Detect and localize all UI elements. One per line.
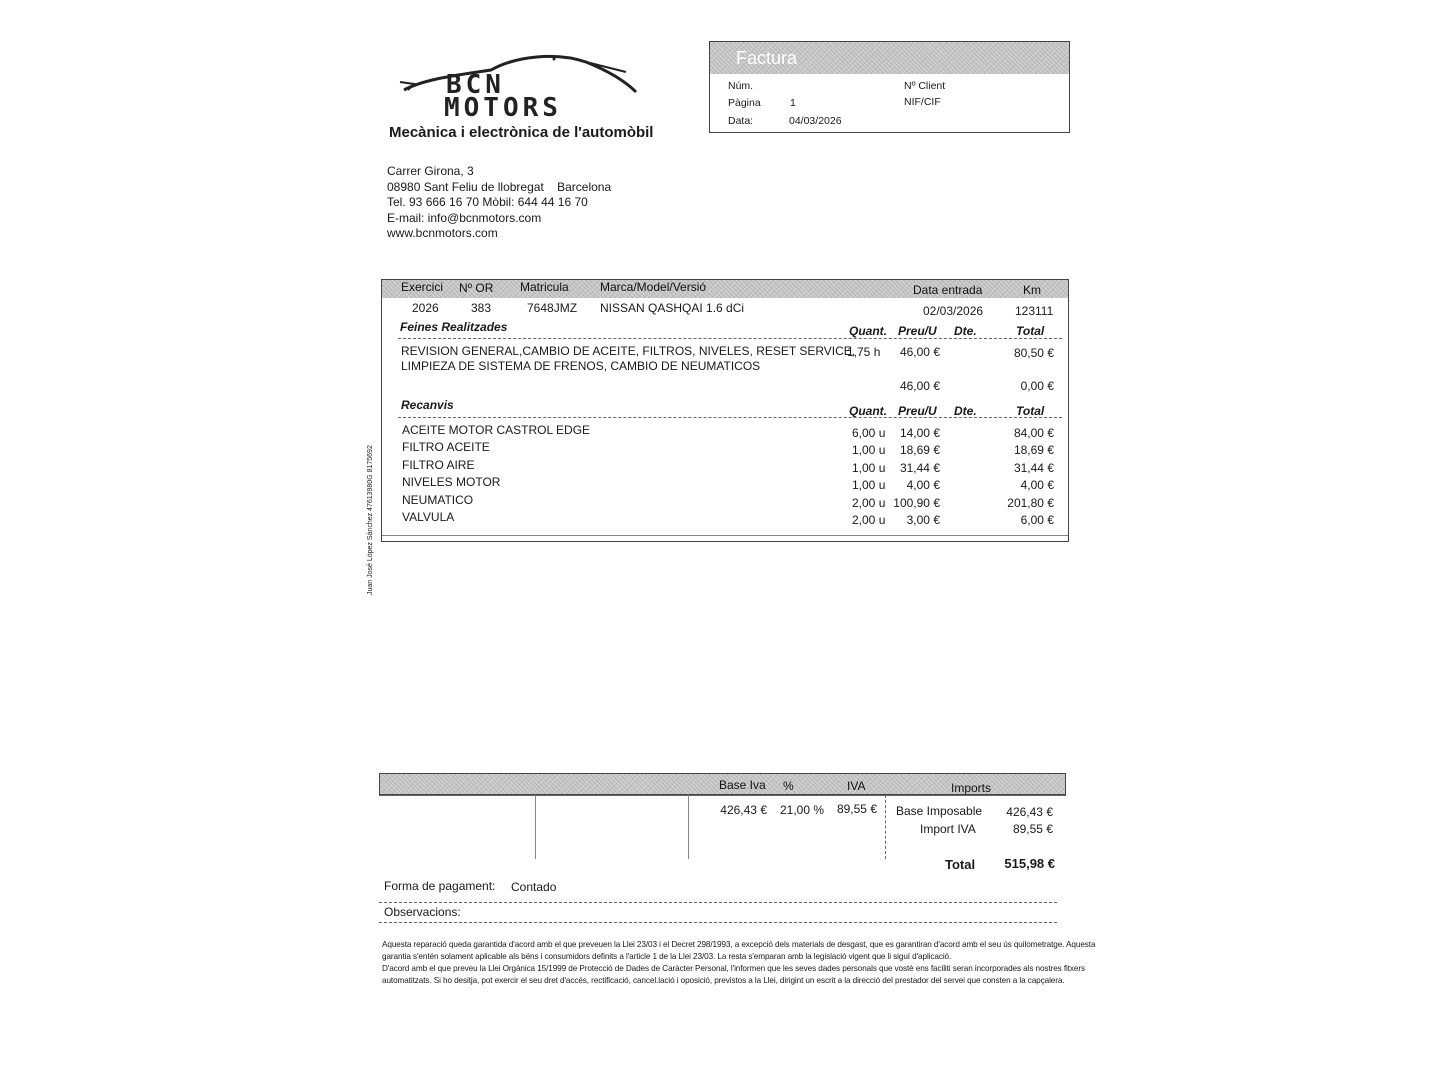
nif-label: NIF/CIF	[904, 96, 941, 108]
item-desc: NIVELES MOTOR	[402, 475, 501, 489]
header-km: Km	[1023, 283, 1041, 297]
list-item	[382, 423, 1068, 440]
item-quant: 1,00 u	[852, 443, 886, 457]
feines-desc-line-2: LIMPIEZA DE SISTEMA DE FRENOS, CAMBIO DE NEUMATICOS	[401, 359, 761, 373]
date-value: 04/03/2026	[789, 115, 842, 127]
base-iva-value: 426,43 €	[720, 803, 767, 817]
item-preu: 18,69 €	[899, 443, 940, 457]
vehicle-model: NISSAN QASHQAI 1.6 dCi	[600, 301, 745, 315]
feines-col-dte: Dte.	[954, 324, 977, 338]
totals-underline	[379, 795, 1066, 796]
page-value: 1	[790, 97, 796, 109]
legal-notice	[382, 939, 1096, 987]
vehicle-or: 383	[471, 301, 492, 315]
legal-line-3: D'acord amb el que preveu la Llei Orgànica 15/1999 de Protecció de Dades de Caràcter Personal, l'informen que les seves dades personals que vostè ens faciliti seran incorporades als nostres fitxers	[382, 964, 1085, 973]
base-imposable-label: Base Imposable	[896, 804, 983, 818]
company-phones: Tel. 93 666 16 70 Mòbil: 644 44 16 70	[387, 195, 588, 209]
feines-title: Feines Realitzades	[400, 320, 508, 334]
company-email: E-mail: info@bcnmotors.com	[387, 210, 542, 225]
totals-header-iva: IVA	[847, 779, 866, 793]
feines-preu: 46,00 €	[899, 345, 940, 359]
header-data-entrada: Data entrada	[913, 283, 983, 297]
header-nor: Nº OR	[459, 281, 494, 295]
observacions-label: Observacions:	[384, 905, 461, 919]
totals-header-pct: %	[783, 779, 794, 793]
import-iva-label: Import IVA	[920, 822, 976, 836]
totals-col-divider-1	[535, 795, 536, 859]
recanvis-divider	[398, 417, 1062, 418]
observacions-divider	[379, 922, 1057, 923]
item-preu: 100,90 €	[893, 496, 940, 510]
feines-desc-line-1: REVISION GENERAL,CAMBIO DE ACEITE, FILTROS, NIVELES, RESET SERVICE,	[401, 344, 856, 358]
table-bottom-divider	[382, 535, 1068, 536]
recanvis-col-total: Total	[1016, 404, 1045, 418]
header-model: Marca/Model/Versió	[600, 280, 707, 294]
item-desc: FILTRO ACEITE	[402, 440, 490, 454]
totals-col-divider-2	[688, 795, 689, 859]
list-item	[382, 475, 1068, 492]
item-quant: 2,00 u	[852, 496, 886, 510]
list-item	[382, 458, 1068, 475]
num-label: Núm.	[728, 80, 754, 92]
vehicle-data-entrada: 02/03/2026	[923, 304, 984, 318]
import-iva-value: 89,55 €	[1012, 822, 1053, 836]
totals-header-imports: Imports	[951, 781, 992, 795]
list-item	[382, 510, 1068, 527]
list-item	[382, 493, 1068, 510]
recanvis-col-dte: Dte.	[954, 404, 977, 418]
invoice-header-box	[709, 41, 1070, 133]
item-total: 31,44 €	[1013, 461, 1054, 475]
legal-line-1: Aquesta reparació queda garantida d'acord amb el que preveuen la Llei 23/03 i el Decret 298/1993, a excepció dels materials de desgast, que es garantiran d'acord amb el seu ús quilometratge. Aquesta	[382, 940, 1096, 949]
feines-total: 80,50 €	[1013, 346, 1054, 360]
feines-divider	[398, 338, 1062, 339]
item-desc: NEUMATICO	[402, 493, 474, 507]
item-desc: FILTRO AIRE	[402, 458, 475, 472]
feines-col-total: Total	[1016, 324, 1045, 338]
item-quant: 1,00 u	[852, 461, 886, 475]
item-desc: VALVULA	[402, 510, 455, 524]
payment-value: Contado	[511, 880, 557, 894]
invoice-title: Factura	[710, 42, 1069, 74]
company-slogan: Mecànica i electrònica de l'automòbil	[389, 124, 654, 141]
item-total: 6,00 €	[1020, 513, 1054, 527]
feines-extra-preu: 46,00 €	[899, 379, 940, 393]
list-item	[382, 440, 1068, 457]
recanvis-col-preu: Preu/U	[898, 404, 937, 418]
company-web: www.bcnmotors.com	[387, 226, 498, 240]
feines-quant: 1,75 h	[847, 345, 881, 359]
address-line-1: Carrer Girona, 3	[387, 164, 474, 178]
item-total: 84,00 €	[1013, 426, 1054, 440]
vehicle-km: 123111	[1015, 304, 1054, 318]
recanvis-title: Recanvis	[401, 398, 454, 412]
header-exercici: Exercici	[401, 280, 444, 294]
item-preu: 4,00 €	[906, 478, 940, 492]
item-total: 18,69 €	[1013, 443, 1054, 457]
payment-label: Forma de pagament:	[384, 879, 496, 893]
payment-divider	[379, 902, 1057, 903]
client-label: Nº Client	[904, 80, 946, 92]
feines-col-quant: Quant.	[849, 324, 887, 338]
recanvis-col-quant: Quant.	[849, 404, 887, 418]
total-label: Total	[945, 857, 976, 872]
vehicle-exercici: 2026	[412, 301, 439, 315]
page-label: Pàgina	[728, 97, 761, 109]
date-label: Data:	[728, 115, 754, 127]
vehicle-matricula: 7648JMZ	[527, 301, 578, 315]
totals-box	[379, 773, 1066, 872]
item-total: 201,80 €	[1007, 496, 1054, 510]
legal-line-2: garantia s'entén solament aplicable als béns i consumidors definits a l'article 1 de la Llei 23/03. La resta s'emparan amb la legislació vigent que li siguí d'aplicació.	[382, 952, 952, 961]
logo-motors: MOTORS	[444, 93, 562, 123]
item-preu: 3,00 €	[906, 513, 940, 527]
item-quant: 1,00 u	[852, 478, 886, 492]
total-value: 515,98 €	[1004, 856, 1055, 871]
item-preu: 14,00 €	[899, 426, 940, 440]
item-desc: ACEITE MOTOR CASTROL EDGE	[402, 423, 591, 437]
iva-value: 89,55 €	[836, 802, 877, 816]
logo-bcn: BCN	[446, 70, 505, 100]
feines-extra-total: 0,00 €	[1020, 379, 1054, 393]
address-line-2: 08980 Sant Feliu de llobregat Barcelona	[387, 179, 612, 194]
sidebar-vertical-text: Juan José López Sánchez 47613980G 8175692	[367, 445, 374, 595]
header-matricula: Matricula	[520, 280, 569, 294]
totals-col-divider-3	[885, 795, 886, 859]
legal-line-4: automatitzats. Si ho desitja, pot exercir el seu dret d'accés, rectificació, cancel.lació i oposició, previstos a la Llei, dirigint un escrit a la direcció del prestador del servei que consten a la capçalera.	[382, 976, 1065, 985]
company-address	[387, 164, 611, 242]
feines-col-preu: Preu/U	[898, 324, 937, 338]
totals-header-base: Base Iva	[719, 778, 766, 792]
iva-pct-value: 21,00 %	[780, 803, 825, 817]
work-order-table	[381, 279, 1069, 542]
item-quant: 6,00 u	[852, 426, 886, 440]
item-preu: 31,44 €	[899, 461, 940, 475]
item-total: 4,00 €	[1020, 478, 1054, 492]
item-quant: 2,00 u	[852, 513, 886, 527]
base-imposable-value: 426,43 €	[1006, 805, 1053, 819]
